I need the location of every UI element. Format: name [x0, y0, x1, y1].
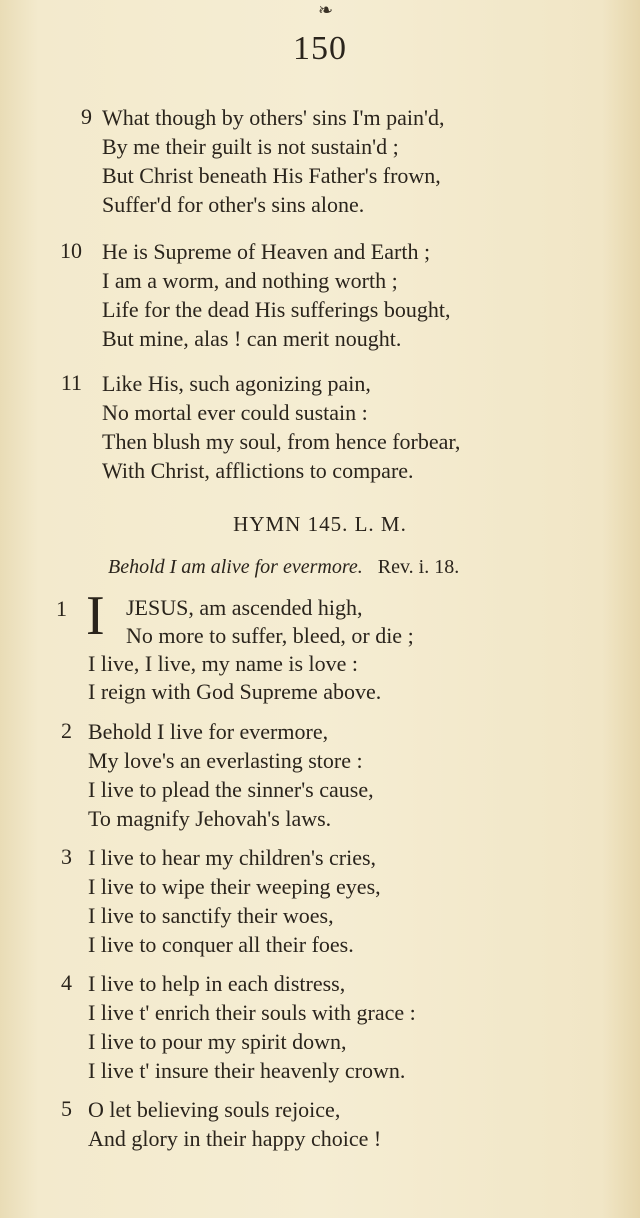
page-number: 150 — [293, 30, 347, 67]
hymn-title: HYMN 145. L. M. — [233, 512, 407, 536]
stanza-number: 5 — [61, 1096, 72, 1121]
verse-line: With Christ, afflictions to compare. — [102, 458, 414, 483]
verse-line: I live t' enrich their souls with grace : — [88, 1000, 416, 1025]
verse-line: My love's an everlasting store : — [88, 748, 363, 773]
verse-line: I live to conquer all their foes. — [88, 932, 354, 957]
verse-line: He is Supreme of Heaven and Earth ; — [102, 239, 431, 264]
stanza-number: 4 — [61, 970, 72, 995]
verse-line: Suffer'd for other's sins alone. — [102, 192, 365, 217]
verse-line: I live to sanctify their woes, — [88, 903, 334, 928]
verse-line: By me their guilt is not sustain'd ; — [102, 134, 399, 159]
verse-line: Then blush my soul, from hence forbear, — [102, 429, 461, 454]
verse-line: I live to help in each distress, — [88, 971, 346, 996]
verse-line: No mortal ever could sustain : — [102, 400, 368, 425]
stanza-number: 3 — [61, 844, 72, 869]
verse-line: I am a worm, and nothing worth ; — [102, 268, 398, 293]
stanza-number: 11 — [60, 370, 82, 395]
verse-line: I reign with God Supreme above. — [88, 679, 382, 704]
verse-line: JESUS, am ascended high, — [126, 595, 363, 620]
stanza-number: 10 — [60, 238, 82, 263]
verse-line: Like His, such agonizing pain, — [102, 371, 371, 396]
epigraph-text: Behold I am alive for evermore. — [108, 556, 363, 578]
verse-line: But mine, alas ! can merit nought. — [102, 326, 402, 351]
hymn-epigraph — [108, 556, 459, 579]
drop-cap: I — [86, 585, 105, 647]
verse-line: I live t' insure their heavenly crown. — [88, 1058, 406, 1083]
verse-line: I live to plead the sinner's cause, — [88, 777, 374, 802]
verse-line: I live to wipe their weeping eyes, — [88, 874, 381, 899]
stanza-number: 9 — [81, 104, 92, 129]
scripture-reference: Rev. i. 18. — [377, 556, 460, 578]
verse-line: To magnify Jehovah's laws. — [88, 806, 332, 831]
verse-line: And glory in their happy choice ! — [88, 1126, 382, 1151]
stanza-number: 1 — [56, 596, 67, 621]
verse-line: I live to hear my children's cries, — [88, 845, 377, 870]
verse-line: What though by others' sins I'm pain'd, — [102, 105, 445, 130]
verse-line: Behold I live for evermore, — [88, 719, 329, 744]
verse-line: I live, I live, my name is love : — [88, 651, 359, 676]
stanza-number: 2 — [61, 718, 72, 743]
verse-line: O let believing souls rejoice, — [88, 1097, 341, 1122]
verse-line: I live to pour my spirit down, — [88, 1029, 347, 1054]
verse-line: No more to suffer, bleed, or die ; — [126, 623, 414, 648]
top-ornament-icon: ❧ — [318, 0, 334, 20]
verse-line: But Christ beneath His Father's frown, — [102, 163, 441, 188]
verse-line: Life for the dead His sufferings bought, — [102, 297, 451, 322]
